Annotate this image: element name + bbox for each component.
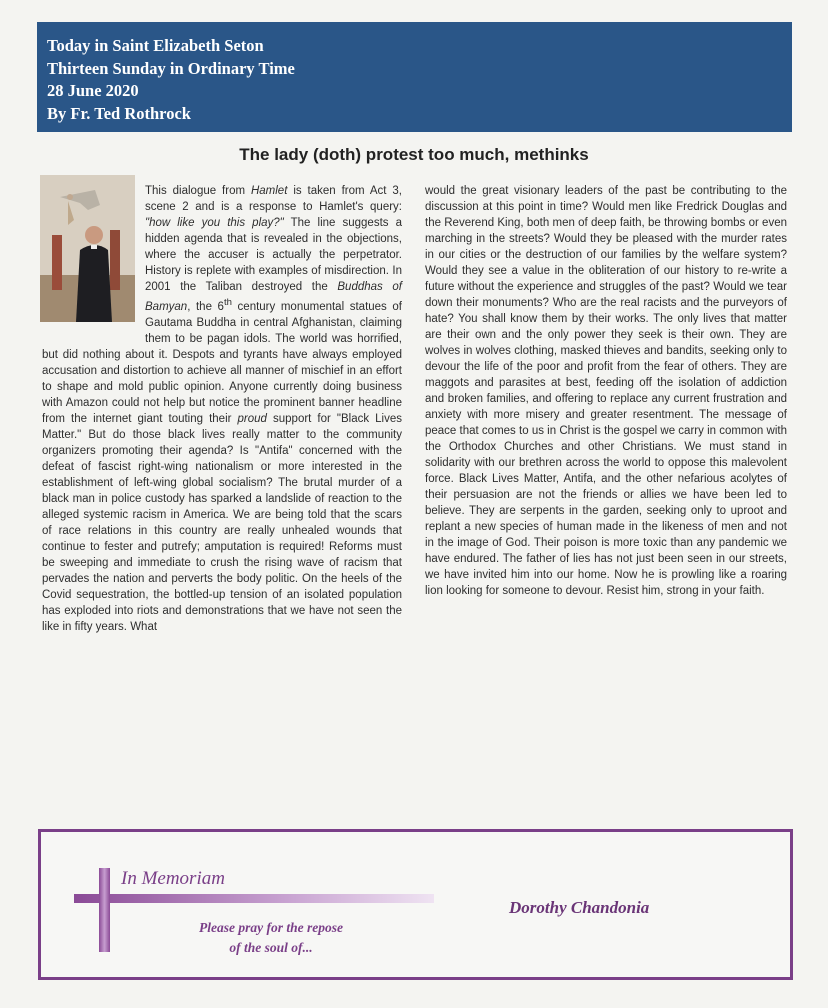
bulletin-header [37, 22, 792, 132]
article-paragraph-continued: would the great visionary leaders of the past be contributing to the discussion at this point in time? Would men like Fredrick Douglas and the Reverend King, both men of deep faith, be throwing bombs or even marching in the streets? Would they be pleased with the murder rates in our cities or the destruction of our families by the welfare system? Would they see a value in the obliteration of our history to re-write a future without the experience and struggles of the past? Would we tear down their monuments? Who are the real racists and the purveyors of hate? You shall know them by their works. The only lives that matter are their own and the only power they seek is their own. They are wolves in wolves clothing, masked thieves and bandits, seeking only to devour the life of the poor and profit from the fear of others. They are maggots and parasites at best, feeding off the isolation of addiction and broken families, and offering to replace any current frustration and anxiety with more misery and greater resentment. The message of peace that comes to us in Christ is the gospel we carry in common with the Orthodox Churches and other Christians. We must stand in solidarity with our brethren across the world to oppose this malevolent force. Black Lives Matter, Antifa, and the other nefarious acolytes of their persuasion are not the friends or allies we have been led to believe. They are serpents in the garden, seeking only to uproot and replant a new species of human made in the likeness of men and not in the image of God. Their poison is more toxic than any pandemic we have endured. The father of lies has not just been seen in our streets, we have invited him into our home. Now he is prowling like a roaring lion looking for someone to devour. Resist him, strong in your faith. [425, 185, 787, 597]
article-title: The lady (doth) protest too much, methinks [239, 145, 589, 164]
in-memoriam-box [38, 829, 793, 980]
article-column-right [425, 183, 787, 599]
memoriam-prayer-line1: Please pray for the repose [199, 920, 343, 935]
header-parish-line: Today in Saint Elizabeth Seton [47, 36, 264, 55]
cross-icon-horizontal [74, 894, 434, 903]
article-paragraph: This dialogue from Hamlet is taken from Act 3, scene 2 and is a response to Hamlet's query: "how like you this play?" The line suggests a hidden agenda that is revealed in the objections, where the accuser is actually the perpetrator. History is replete with examples of misdirection. In 2001 the Taliban destroyed the Buddhas of Bamyan, the 6th century monumental statues of Gautama Buddha in central Afghanistan, claiming them to be pagan idols. The world was horrified, but did nothing about it. Despots and tyrants have always employed accusation and distortion to achieve all manner of mischief in an effort to shape and mold public opinion. Anyone currently doing business with Amazon could not help but notice the prominent banner headline from the internet giant touting their proud support for "Black Lives Matter." But do those black lives really matter to the community organizers promoting their agenda? Is "Antifa" concerned with the defeat of fascist right-wing nationalism or more interested in the establishment of left-wing global socialism? The brutal murder of a black man in police custody has sparked a landslide of reaction to the alleged systemic racism in America. We are being told that the scars of race relations in this country are really unhealed wounds that continue to fester and putrefy; amputation is required! Reforms must be sweeping and immediate to crush the rising wave of racism that pervades the nation and perverts the body politic. On the heels of the Covid sequestration, the bottled-up tension of an isolated population has exploded into riots and demonstrations that we have not seen the like in fifty years. What [42, 185, 403, 633]
header-liturgical-line: Thirteen Sunday in Ordinary Time [47, 58, 295, 78]
memoriam-prayer-line2: of the soul of... [229, 940, 313, 955]
cross-icon [99, 868, 110, 952]
memoriam-name: Dorothy Chandonia [509, 898, 650, 917]
header-date-line: 28 June 2020 [47, 81, 139, 100]
memoriam-title: In Memoriam [121, 868, 225, 889]
memoriam-prayer-text [161, 918, 381, 958]
header-author-line: By Fr. Ted Rothrock [47, 103, 191, 123]
article-column-left [42, 183, 402, 635]
